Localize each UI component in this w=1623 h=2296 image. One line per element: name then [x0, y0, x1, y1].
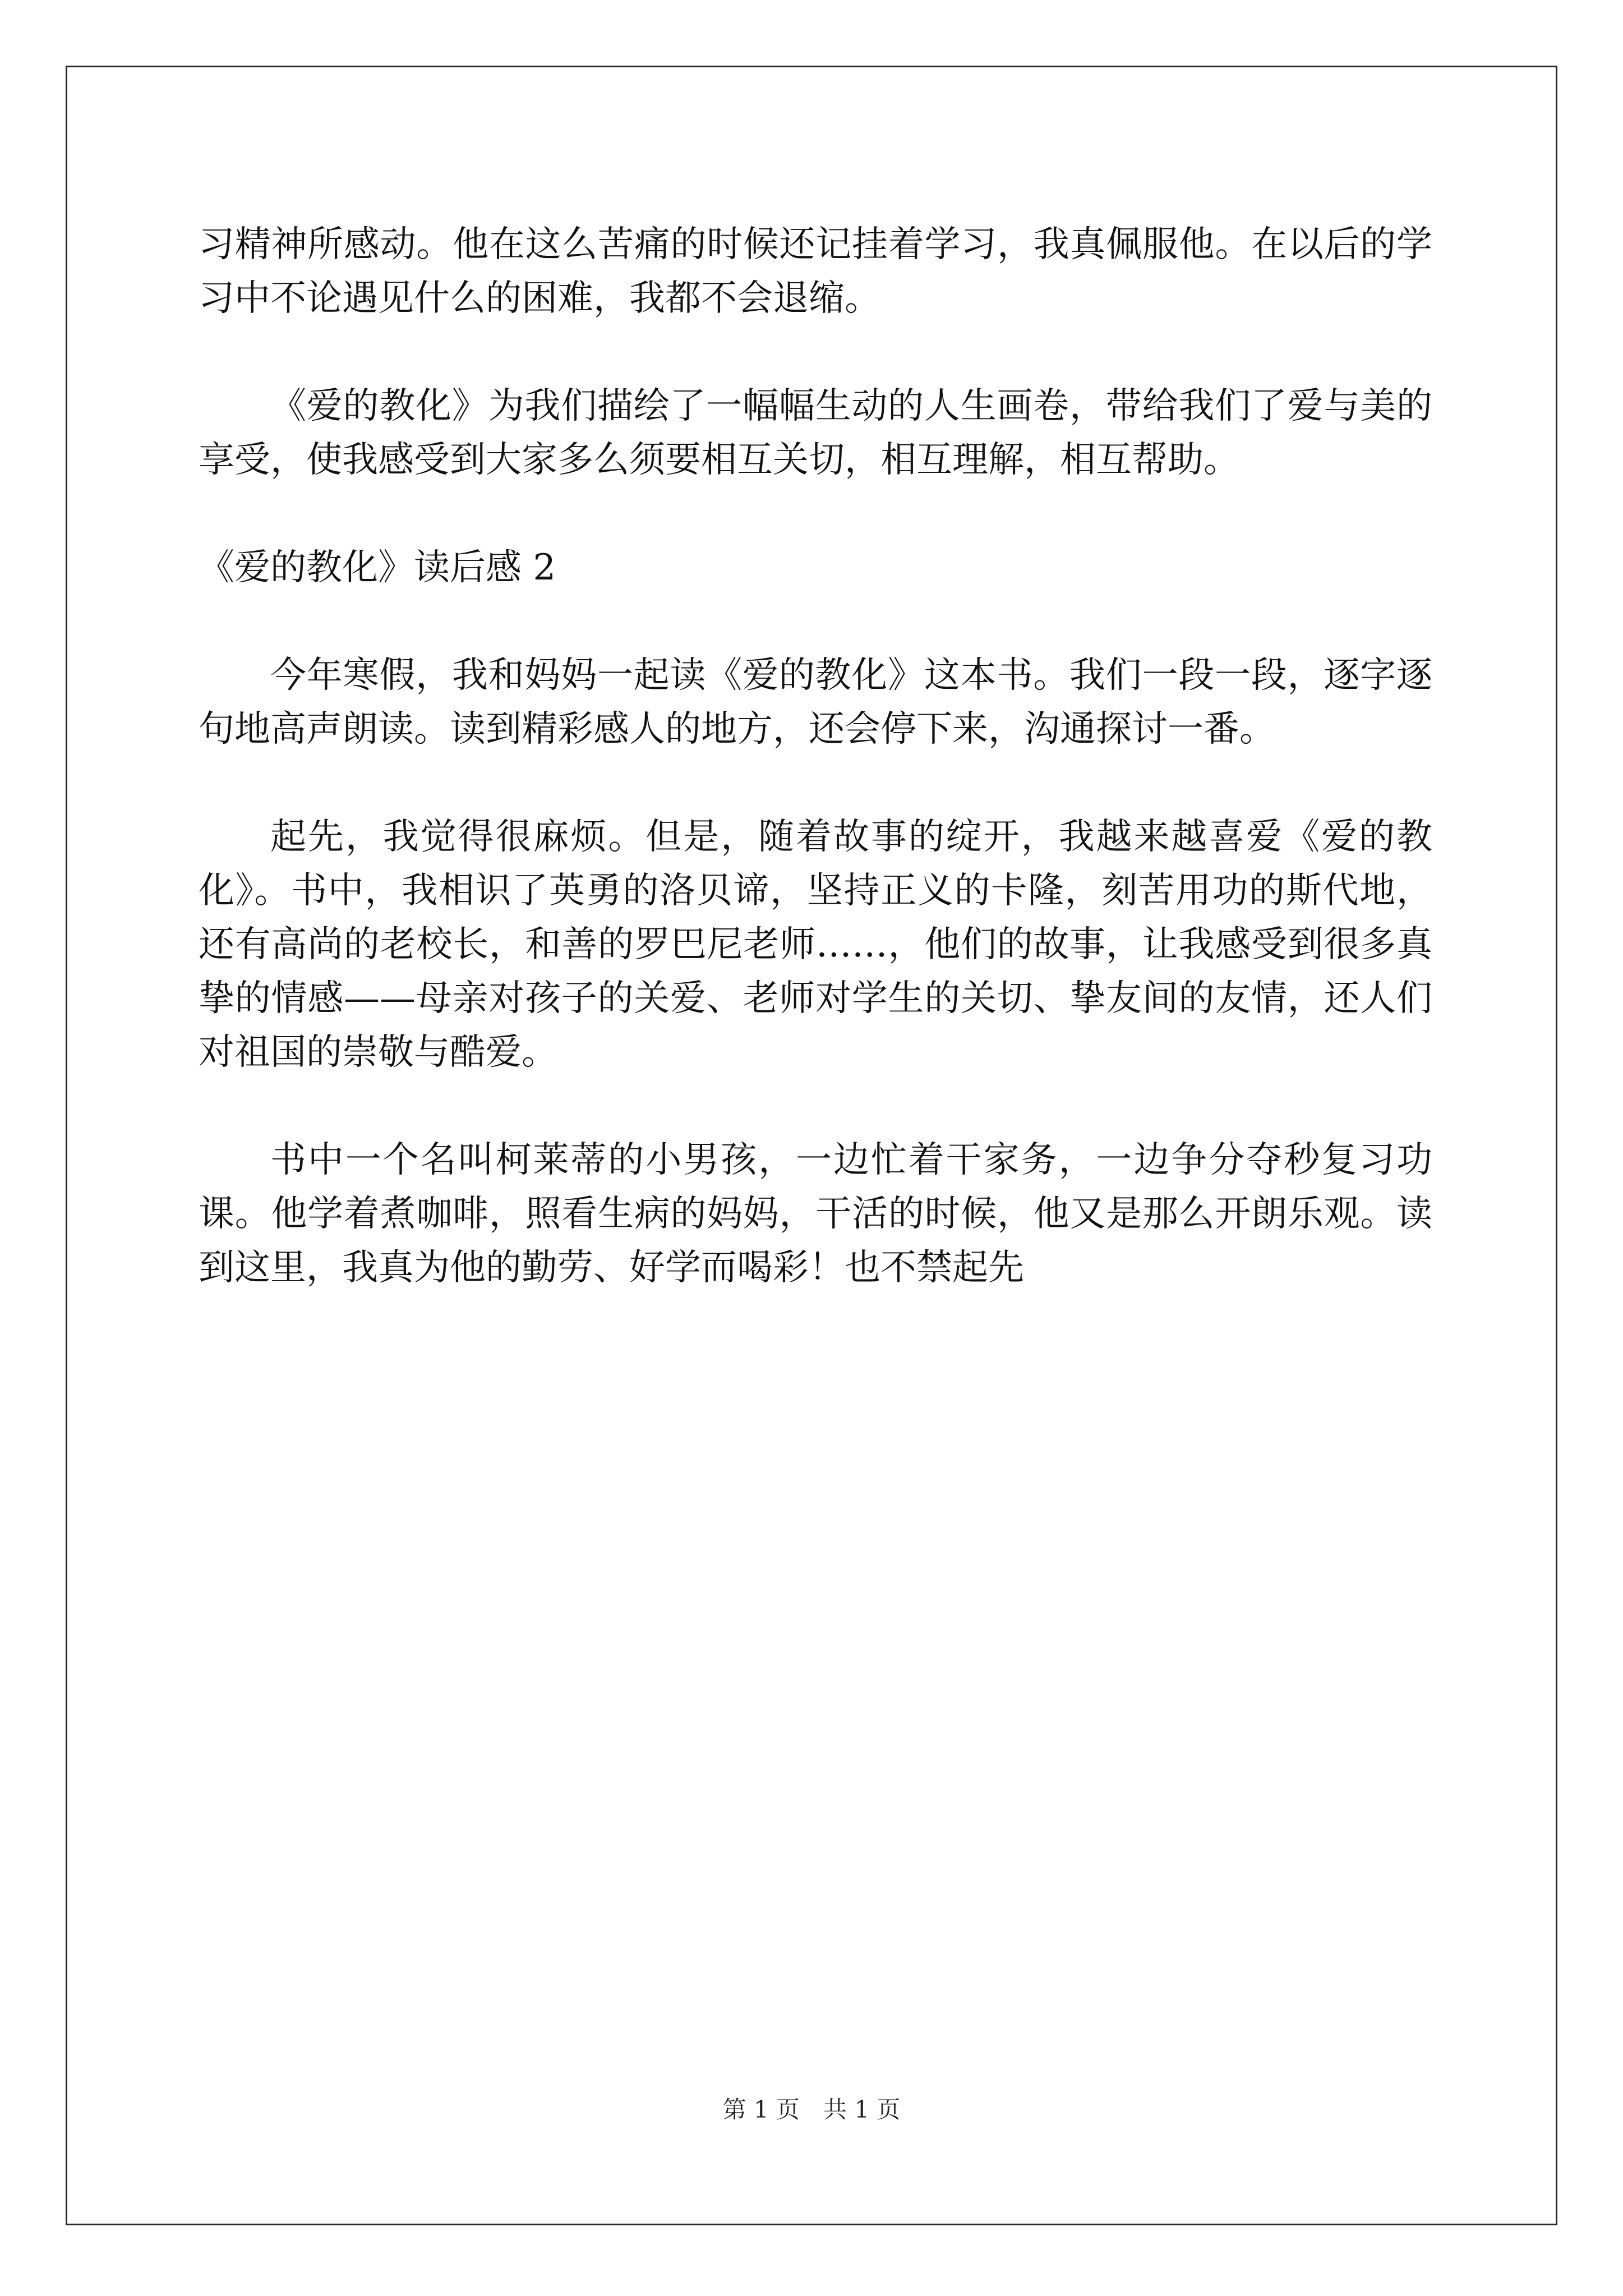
- page-total: 共 1 页: [823, 2096, 901, 2123]
- page-number: 第 1 页: [722, 2096, 800, 2123]
- paragraph: 起先，我觉得很麻烦。但是，随着故事的绽开，我越来越喜爱《爱的教化》。书中，我相识了英勇的洛贝谛，坚持正义的卡隆，刻苦用功的斯代地，还有高尚的老校长，和善的罗巴尼老师……，他们的故事，让我感受到很多真挚的情感——母亲对孩子的关爱、老师对学生的关切、挚友间的友情，还人们对祖国的崇敬与酷爱。: [199, 816, 1432, 1073]
- paragraph: 《爱的教化》为我们描绘了一幅幅生动的人生画卷，带给我们了爱与美的享受，使我感受到大家多么须要相互关切，相互理解，相互帮助。: [199, 385, 1432, 481]
- paragraph: 今年寒假，我和妈妈一起读《爱的教化》这本书。我们一段一段，逐字逐句地高声朗读。读到精彩感人的地方，还会停下来，沟通探讨一番。: [199, 655, 1432, 750]
- document-body: [199, 218, 1432, 1349]
- page-footer: [0, 2091, 1623, 2125]
- section-heading: 《爱的教化》读后感 2: [199, 547, 556, 588]
- paragraph: 书中一个名叫柯莱蒂的小男孩，一边忙着干家务，一边争分夺秒复习功课。他学着煮咖啡，照看生病的妈妈，干活的时候，他又是那么开朗乐观。读到这里，我真为他的勤劳、好学而喝彩！也不禁起先: [199, 1139, 1432, 1289]
- paragraph: 习精神所感动。他在这么苦痛的时候还记挂着学习，我真佩服他。在以后的学习中不论遇见什么的困难，我都不会退缩。: [199, 224, 1432, 319]
